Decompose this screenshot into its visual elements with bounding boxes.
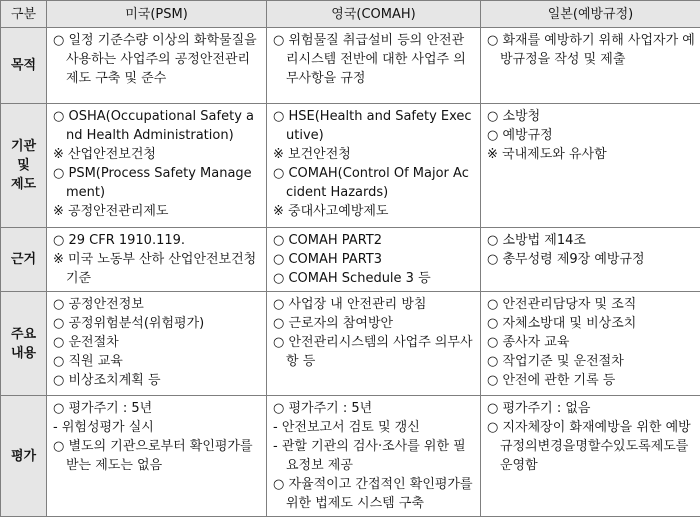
cell-usa [47, 228, 267, 292]
cell-japan [481, 104, 700, 228]
cell-line: ○ 안전에 관한 기록 등 [487, 373, 616, 388]
cell-japan [481, 28, 700, 104]
cell-line: ○ COMAH(Control Of Major Accident Hazards) [273, 166, 469, 200]
cell-uk [267, 228, 481, 292]
cell-line: - 안전보고서 검토 및 갱신 [273, 420, 420, 435]
cell-line: ※ 중대사고예방제도 [273, 204, 389, 219]
row-basis [1, 228, 700, 292]
cell-japan [481, 228, 700, 292]
cell-usa [47, 104, 267, 228]
cell-line: ○ 공정안전정보 [53, 297, 144, 312]
row-main-content [1, 292, 700, 396]
cell-line: ○ 공정위험분석(위험평가) [53, 316, 205, 331]
cell-japan [481, 396, 700, 517]
row-label [1, 292, 47, 396]
cell-japan [481, 292, 700, 396]
cell-line: ○ HSE(Health and Safety Executive) [273, 109, 472, 143]
header-japan: 일본(예방규정) [481, 1, 700, 28]
cell-line: ○ 운전절차 [53, 335, 119, 350]
row-label: 근거 [1, 228, 47, 292]
cell-line: ※ 미국 노동부 산하 산업안전보건청 기준 [53, 252, 257, 286]
cell-line: ○ 총무성령 제9장 예방규정 [487, 252, 645, 267]
cell-line: ○ 비상조치계획 등 [53, 373, 161, 388]
row-purpose [1, 28, 700, 104]
cell-line: ○ 사업장 내 안전관리 방침 [273, 297, 427, 312]
row-evaluation [1, 396, 700, 517]
cell-line: ○ 예방규정 [487, 128, 553, 143]
header-usa: 미국(PSM) [47, 1, 267, 28]
cell-line: ○ 종사자 교육 [487, 335, 570, 350]
header-uk: 영국(COMAH) [267, 1, 481, 28]
cell-line: ○ 29 CFR 1910.119. [53, 233, 186, 248]
cell-usa [47, 396, 267, 517]
cell-line: ※ 공정안전관리제도 [53, 204, 169, 219]
cell-usa [47, 292, 267, 396]
row-label-text: 기관 및 제도 [10, 139, 37, 192]
cell-line: ○ 안전관리시스템의 사업주 의무사항 등 [273, 335, 473, 369]
cell-line: ○ 안전관리담당자 및 조직 [487, 297, 637, 312]
cell-uk [267, 28, 481, 104]
cell-line: ※ 산업안전보건청 [53, 147, 156, 162]
cell-line: ○ 위험물질 취급설비 등의 안전관리시스템 전반에 대한 사업주 의무사항을 규정 [273, 33, 466, 86]
cell-line: ○ 자체소방대 및 비상조치 [487, 316, 637, 331]
cell-line: ○ 별도의 기관으로부터 확인평가를 받는 제도는 없음 [53, 439, 253, 473]
cell-line: ○ 평가주기 : 5년 [53, 401, 153, 416]
cell-line: ○ 직원 교육 [53, 354, 123, 369]
cell-line: ○ 평가주기 : 5년 [273, 401, 373, 416]
cell-line: ○ OSHA(Occupational Safety and Health Administration) [53, 109, 254, 143]
cell-uk [267, 396, 481, 517]
cell-uk [267, 292, 481, 396]
cell-line: ○ PSM(Process Safety Management) [53, 166, 252, 200]
cell-line: ○ 지자체장이 화재예방을 위한 예방규정의변경을명할수있도록제도를 운영함 [487, 420, 691, 473]
header-category: 구분 [1, 1, 47, 28]
cell-line: ○ 소방법 제14조 [487, 233, 586, 248]
cell-usa [47, 28, 267, 104]
cell-line: - 관할 기관의 검사·조사를 위한 필요정보 제공 [273, 439, 466, 473]
cell-line: ○ COMAH PART2 [273, 233, 383, 248]
cell-line: ○ COMAH Schedule 3 등 [273, 271, 431, 286]
cell-line: ※ 국내제도와 유사함 [487, 147, 607, 162]
cell-line: ○ 작업기준 및 운전절차 [487, 354, 624, 369]
cell-line: ○ 평가주기 : 없음 [487, 401, 591, 416]
cell-line: ※ 보건안전청 [273, 147, 351, 162]
header-row [1, 1, 700, 28]
cell-line: ○ COMAH PART3 [273, 252, 383, 267]
cell-line: - 위험성평가 실시 [53, 420, 154, 435]
cell-line: ○ 소방청 [487, 109, 541, 124]
cell-uk [267, 104, 481, 228]
row-label-text: 주요 내용 [10, 326, 37, 361]
row-label: 목적 [1, 28, 47, 104]
cell-line: ○ 근로자의 참여방안 [273, 316, 394, 331]
cell-line: ○ 자율적이고 간접적인 확인평가를 위한 법제도 시스템 구축 [273, 477, 473, 511]
row-label: 평가 [1, 396, 47, 517]
row-agency [1, 104, 700, 228]
cell-line: ○ 일정 기준수량 이상의 화학물질을 사용하는 사업주의 공정안전관리제도 구축 및 준수 [53, 33, 257, 86]
cell-line: ○ 화재를 예방하기 위해 사업자가 예방규정을 작성 및 제출 [487, 33, 695, 67]
row-label [1, 104, 47, 228]
